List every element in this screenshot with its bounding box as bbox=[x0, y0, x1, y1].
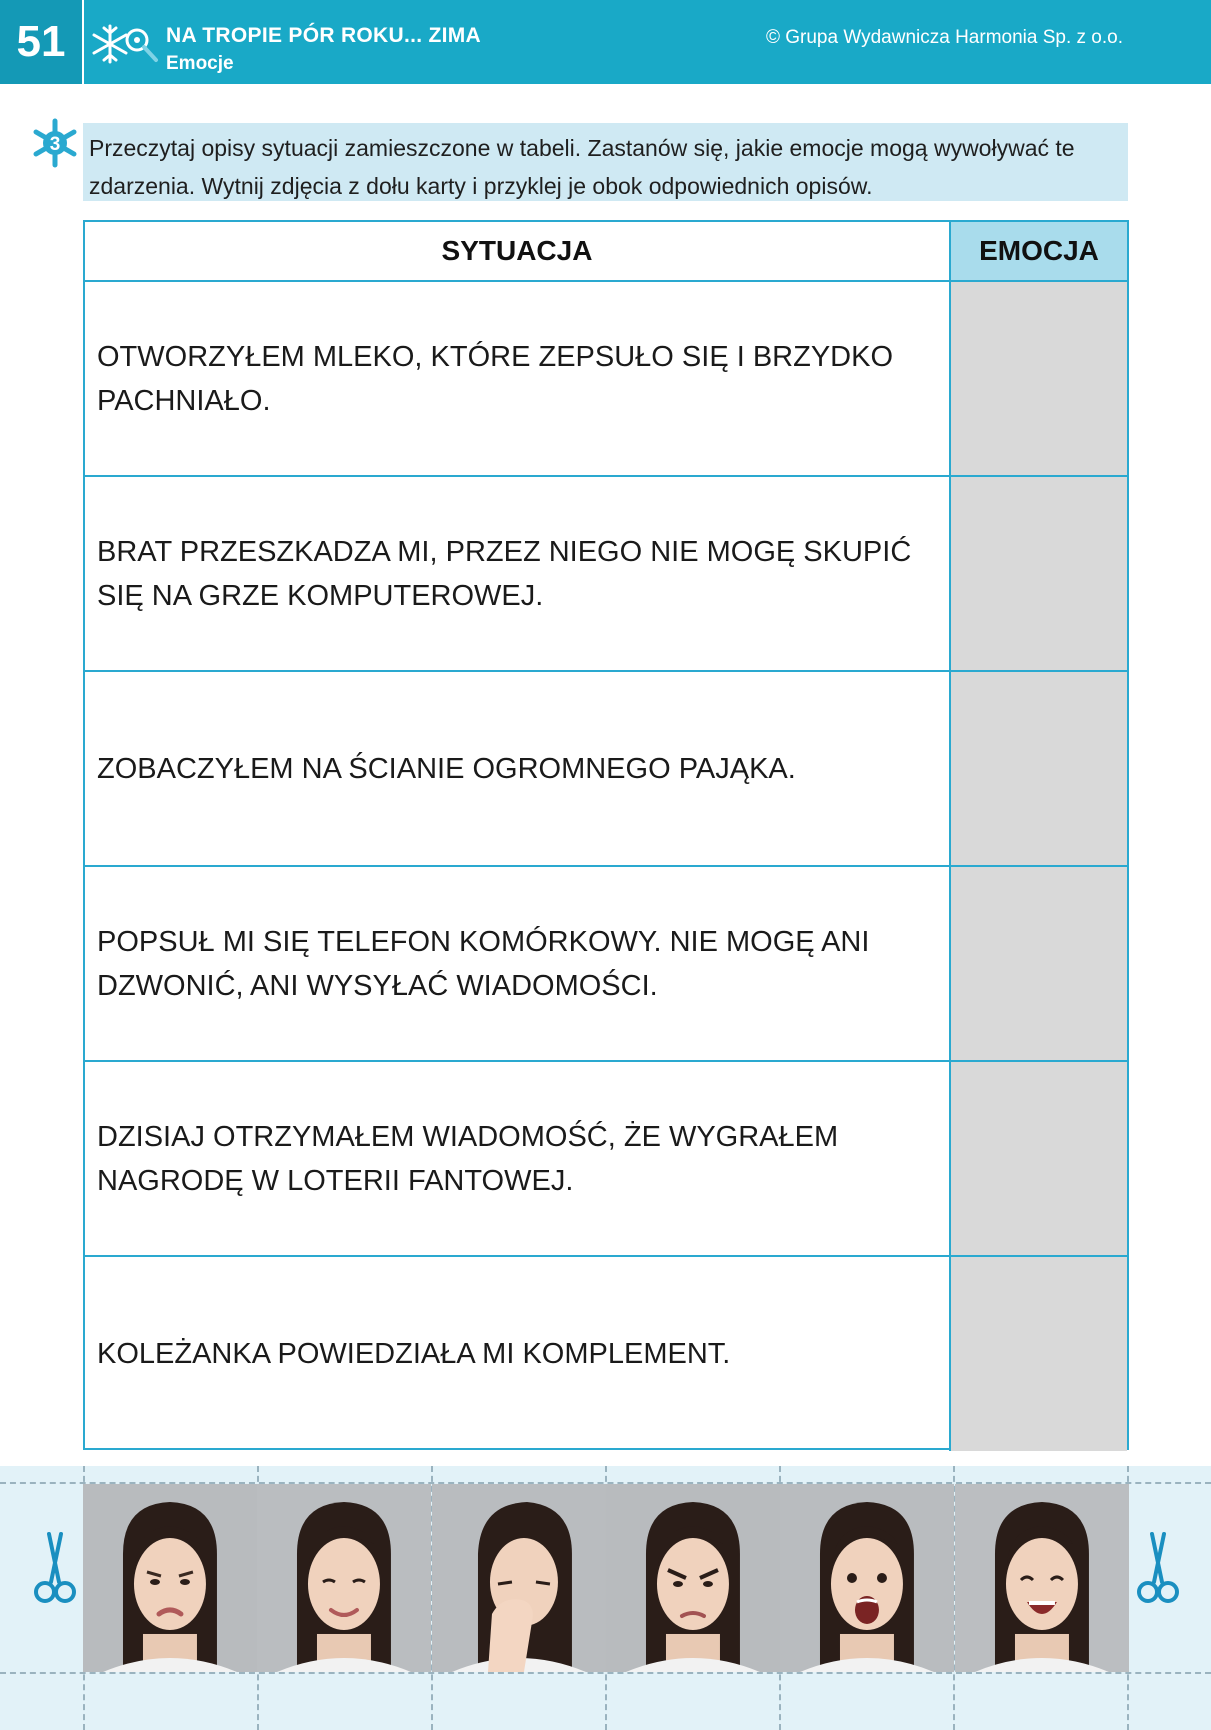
face-illustration-icon bbox=[780, 1484, 954, 1672]
page-header bbox=[0, 0, 1211, 84]
emotion-paste-area bbox=[951, 477, 1127, 670]
table-row bbox=[85, 1062, 1127, 1257]
situation-text: POPSUŁ MI SIĘ TELEFON KOMÓRKOWY. NIE MOGĘ ANI DZWONIĆ, ANI WYSYŁAĆ WIADOMOŚCI. bbox=[85, 867, 951, 1060]
situation-text: OTWORZYŁEM MLEKO, KTÓRE ZEPSUŁO SIĘ I BRZYDKO PACHNIAŁO. bbox=[85, 282, 951, 475]
table-row bbox=[85, 477, 1127, 672]
table-row bbox=[85, 672, 1127, 867]
column-header-situation: SYTUACJA bbox=[85, 222, 951, 280]
emotion-paste-area bbox=[951, 282, 1127, 475]
situations-table bbox=[83, 220, 1129, 1450]
snowflake-magnifier-icon bbox=[90, 20, 160, 68]
scissors-icon bbox=[1128, 1530, 1188, 1610]
page-number: 51 bbox=[0, 0, 84, 84]
photo-content-face[interactable] bbox=[257, 1484, 431, 1672]
photo-happy-face[interactable] bbox=[955, 1484, 1129, 1672]
table-row bbox=[85, 867, 1127, 1062]
situation-text: KOLEŻANKA POWIEDZIAŁA MI KOMPLEMENT. bbox=[85, 1257, 951, 1451]
situation-text: DZISIAJ OTRZYMAŁEM WIADOMOŚĆ, ŻE WYGRAŁEM NAGRODĘ W LOTERII FANTOWEJ. bbox=[85, 1062, 951, 1255]
table-row bbox=[85, 282, 1127, 477]
task-number: 3 bbox=[49, 134, 61, 155]
emotion-photos bbox=[83, 1484, 1129, 1672]
situation-text: BRAT PRZESZKADZA MI, PRZEZ NIEGO NIE MOGĘ SKUPIĆ SIĘ NA GRZE KOMPUTEROWEJ. bbox=[85, 477, 951, 670]
photo-disgust-face[interactable] bbox=[432, 1484, 606, 1672]
face-illustration-icon bbox=[955, 1484, 1129, 1672]
photo-angry-face[interactable] bbox=[606, 1484, 780, 1672]
situation-text: ZOBACZYŁEM NA ŚCIANIE OGROMNEGO PAJĄKA. bbox=[85, 672, 951, 865]
copyright: © Grupa Wydawnicza Harmonia Sp. z o.o. bbox=[765, 27, 1123, 48]
page-topic: Emocje bbox=[166, 53, 234, 74]
photo-scared-face[interactable] bbox=[780, 1484, 954, 1672]
emotion-paste-area bbox=[951, 867, 1127, 1060]
scissors-icon bbox=[25, 1530, 85, 1610]
table-row bbox=[85, 1257, 1127, 1451]
emotion-paste-area bbox=[951, 1257, 1127, 1451]
emotion-paste-area bbox=[951, 672, 1127, 865]
column-header-emotion: EMOCJA bbox=[951, 222, 1127, 280]
task-instruction: Przeczytaj opisy sytuacji zamieszczone w tabeli. Zastanów się, jakie emocje mogą wywoływać te zdarzenia. Wytnij zdjęcia z dołu karty i przyklej je obok odpowiednich opisów. bbox=[83, 123, 1128, 201]
face-illustration-icon bbox=[257, 1484, 431, 1672]
face-illustration-icon bbox=[83, 1484, 257, 1672]
table-header bbox=[85, 222, 1127, 282]
photo-sad-face[interactable] bbox=[83, 1484, 257, 1672]
series-title: NA TROPIE PÓR ROKU... ZIMA bbox=[166, 24, 482, 47]
face-illustration-icon bbox=[606, 1484, 780, 1672]
emotion-paste-area bbox=[951, 1062, 1127, 1255]
task-number-snowflake-icon bbox=[30, 118, 80, 168]
face-illustration-icon bbox=[432, 1484, 606, 1672]
